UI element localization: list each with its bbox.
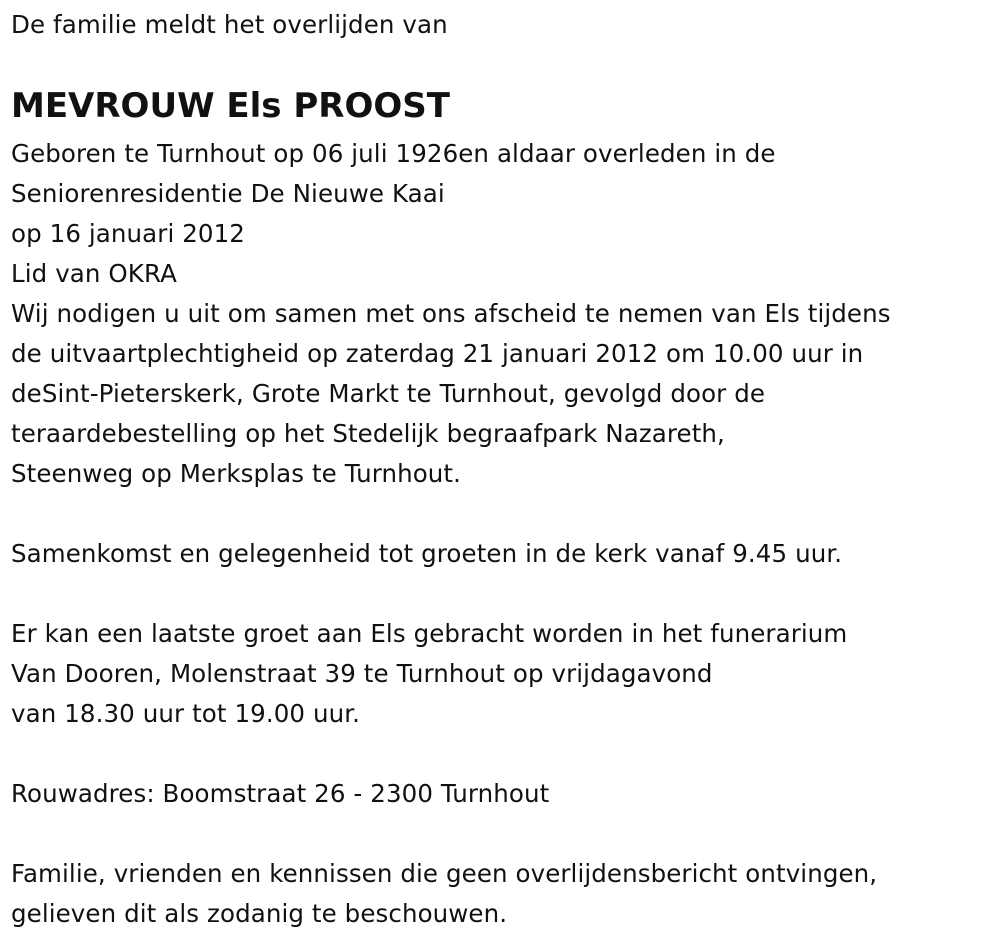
farewell-line-1: Er kan een laatste groet aan Els gebracht worden in het funerarium — [11, 619, 848, 648]
closing-line-1: Familie, vrienden en kennissen die geen overlijdensbericht ontvingen, — [11, 859, 878, 888]
mourning-address: Rouwadres: Boomstraat 26 - 2300 Turnhout — [11, 779, 550, 808]
deceased-name: MEVROUW Els PROOST — [11, 86, 450, 126]
farewell-line-3: van 18.30 uur tot 19.00 uur. — [11, 699, 361, 728]
invitation-line-5: Steenweg op Merksplas te Turnhout. — [11, 459, 462, 488]
birth-line-1: Geboren te Turnhout op 06 juli 1926en aldaar overleden in de — [11, 139, 776, 168]
membership-line: Lid van OKRA — [11, 259, 177, 288]
birth-line-3: op 16 januari 2012 — [11, 219, 245, 248]
intro-text: De familie meldt het overlijden van — [11, 10, 448, 39]
invitation-line-2: de uitvaartplechtigheid op zaterdag 21 januari 2012 om 10.00 uur in — [11, 339, 864, 368]
invitation-line-3: deSint-Pieterskerk, Grote Markt te Turnhout, gevolgd door de — [11, 379, 766, 408]
invitation-line-4: teraardebestelling op het Stedelijk begraafpark Nazareth, — [11, 419, 725, 448]
farewell-line-2: Van Dooren, Molenstraat 39 te Turnhout op vrijdagavond — [11, 659, 713, 688]
birth-line-2: Seniorenresidentie De Nieuwe Kaai — [11, 179, 445, 208]
closing-line-2: gelieven dit als zodanig te beschouwen. — [11, 899, 508, 928]
invitation-line-1: Wij nodigen u uit om samen met ons afscheid te nemen van Els tijdens — [11, 299, 891, 328]
gathering-text: Samenkomst en gelegenheid tot groeten in de kerk vanaf 9.45 uur. — [11, 539, 843, 568]
